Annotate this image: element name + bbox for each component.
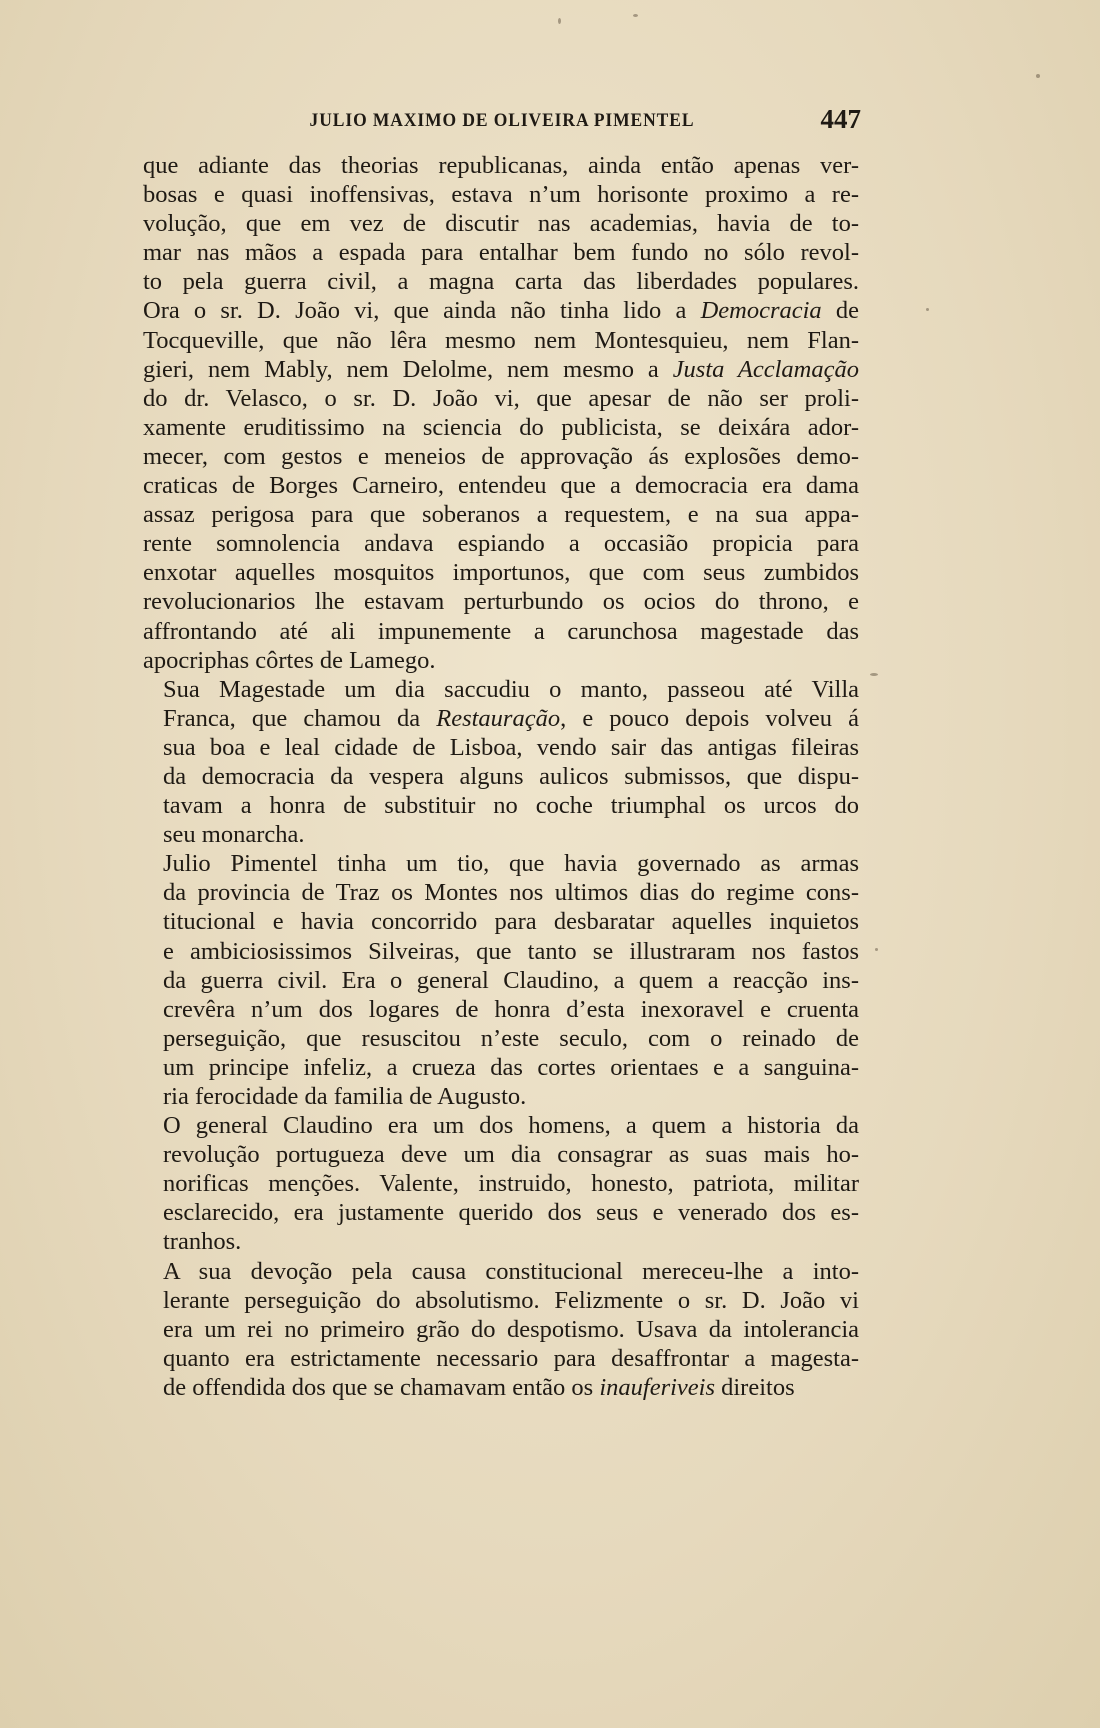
text-line: ria ferocidade da familia de Augusto. — [163, 1083, 527, 1110]
print-speck — [633, 14, 638, 17]
text-line: titucional e havia concorrido para desbaratar aquelles inquietos — [163, 908, 859, 936]
print-speck — [1036, 74, 1040, 78]
print-speck — [870, 673, 878, 676]
text-line: assaz perigosa para que soberanos a requestem, e na sua appa- — [143, 501, 859, 529]
print-speck — [875, 948, 878, 951]
text-line: xamente eruditissimo na sciencia do publicista, se deixára ador- — [143, 413, 859, 441]
text-line: de offendida dos que se chamavam então os inauferiveis direitos — [163, 1373, 795, 1401]
text-line: mar nas mãos a espada para entalhar bem fundo no sólo revol- — [143, 239, 859, 267]
page-number: 447 — [820, 104, 861, 134]
italic-term: Justa Acclamação — [672, 355, 859, 383]
text-line: do dr. Velasco, o sr. D. João vi, que apesar de não ser proli- — [143, 384, 859, 412]
text-line: seu monarcha. — [163, 821, 305, 849]
text-line: da provincia de Traz os Montes nos ultimos dias do regime cons- — [163, 879, 859, 907]
italic-term: inauferiveis — [599, 1373, 715, 1401]
print-speck — [558, 18, 561, 24]
text-line: esclarecido, era justamente querido dos seus e venerado dos es- — [163, 1199, 859, 1227]
text-line: da democracia da vespera alguns aulicos submissos, que dispu- — [163, 762, 859, 790]
text-line: enxotar aquelles mosquitos importunos, que com seus zumbidos — [143, 559, 859, 587]
text-line: era um rei no primeiro grão do despotismo. Usava da intolerancia — [163, 1315, 859, 1343]
text-line: que adiante das theorias republicanas, ainda então apenas ver- — [143, 152, 859, 179]
text-line: revolução portugueza deve um dia consagrar as suas mais ho- — [163, 1141, 859, 1169]
text-line: Tocqueville, que não lêra mesmo nem Montesquieu, nem Flan- — [143, 326, 859, 354]
text-line: da guerra civil. Era o general Claudino, a quem a reacção ins- — [163, 966, 859, 994]
running-title: JULIO MAXIMO DE OLIVEIRA PIMENTEL — [309, 110, 695, 131]
text-line: gieri, nem Mably, nem Delolme, nem mesmo a Justa Acclamação — [143, 355, 859, 383]
text-line: um principe infeliz, a crueza das cortes orientaes e a sanguina- — [163, 1053, 859, 1081]
text-line: sua boa e leal cidade de Lisboa, vendo sair das antigas fileiras — [163, 733, 859, 761]
body-text — [143, 151, 859, 1402]
paragraph — [143, 849, 859, 1111]
text-line: e ambiciosissimos Silveiras, que tanto se illustraram nos fastos — [163, 937, 859, 965]
text-line: to pela guerra civil, a magna carta das liberdades populares. — [143, 268, 859, 296]
text-line: tranhos. — [163, 1228, 242, 1256]
text-line: mecer, com gestos e meneios de approvação ás explosões demo- — [143, 442, 859, 470]
text-line: O general Claudino era um dos homens, a quem a historia da — [163, 1112, 859, 1140]
paragraph — [143, 1257, 859, 1402]
running-head — [143, 104, 861, 140]
paragraph — [143, 675, 859, 850]
text-line: lerante perseguição do absolutismo. Felizmente o sr. D. João vi — [163, 1286, 859, 1314]
text-line: perseguição, que resuscitou n’este seculo, com o reinado de — [163, 1024, 859, 1052]
text-line: apocriphas côrtes de Lamego. — [143, 646, 436, 674]
text-line: rente somnolencia andava espiando a occasião propicia para — [143, 530, 859, 558]
paragraph — [143, 151, 859, 675]
text-line: norificas menções. Valente, instruido, honesto, patriota, militar — [163, 1170, 859, 1198]
text-line: Julio Pimentel tinha um tio, que havia governado as armas — [163, 850, 859, 878]
text-line: Franca, que chamou da Restauração, e pouco depois volveu á — [163, 704, 859, 732]
text-line: Ora o sr. D. João vi, que ainda não tinha lido a Democracia de — [143, 297, 859, 325]
text-line: crevêra n’um dos logares de honra d’esta inexoravel e cruenta — [163, 995, 859, 1023]
text-line: affrontando até ali impunemente a carunchosa magestade das — [143, 617, 859, 645]
text-line: bosas e quasi inoffensivas, estava n’um horisonte proximo a re- — [143, 181, 859, 209]
text-line: tavam a honra de substituir no coche triumphal os urcos do — [163, 792, 859, 820]
italic-term: Democracia — [700, 297, 822, 325]
text-line: craticas de Borges Carneiro, entendeu que a democracia era dama — [143, 472, 859, 500]
text-line: volução, que em vez de discutir nas academias, havia de to- — [143, 210, 859, 238]
print-speck — [926, 308, 929, 311]
text-line: Sua Magestade um dia saccudiu o manto, passeou até Villa — [163, 675, 859, 703]
text-line: revolucionarios lhe estavam perturbundo os ocios do throno, e — [143, 588, 859, 616]
paragraph — [143, 1111, 859, 1256]
text-line: quanto era estrictamente necessario para desaffrontar a magesta- — [163, 1344, 859, 1372]
italic-term: Restauração — [436, 704, 561, 732]
text-line: A sua devoção pela causa constitucional mereceu-lhe a into- — [163, 1257, 859, 1285]
